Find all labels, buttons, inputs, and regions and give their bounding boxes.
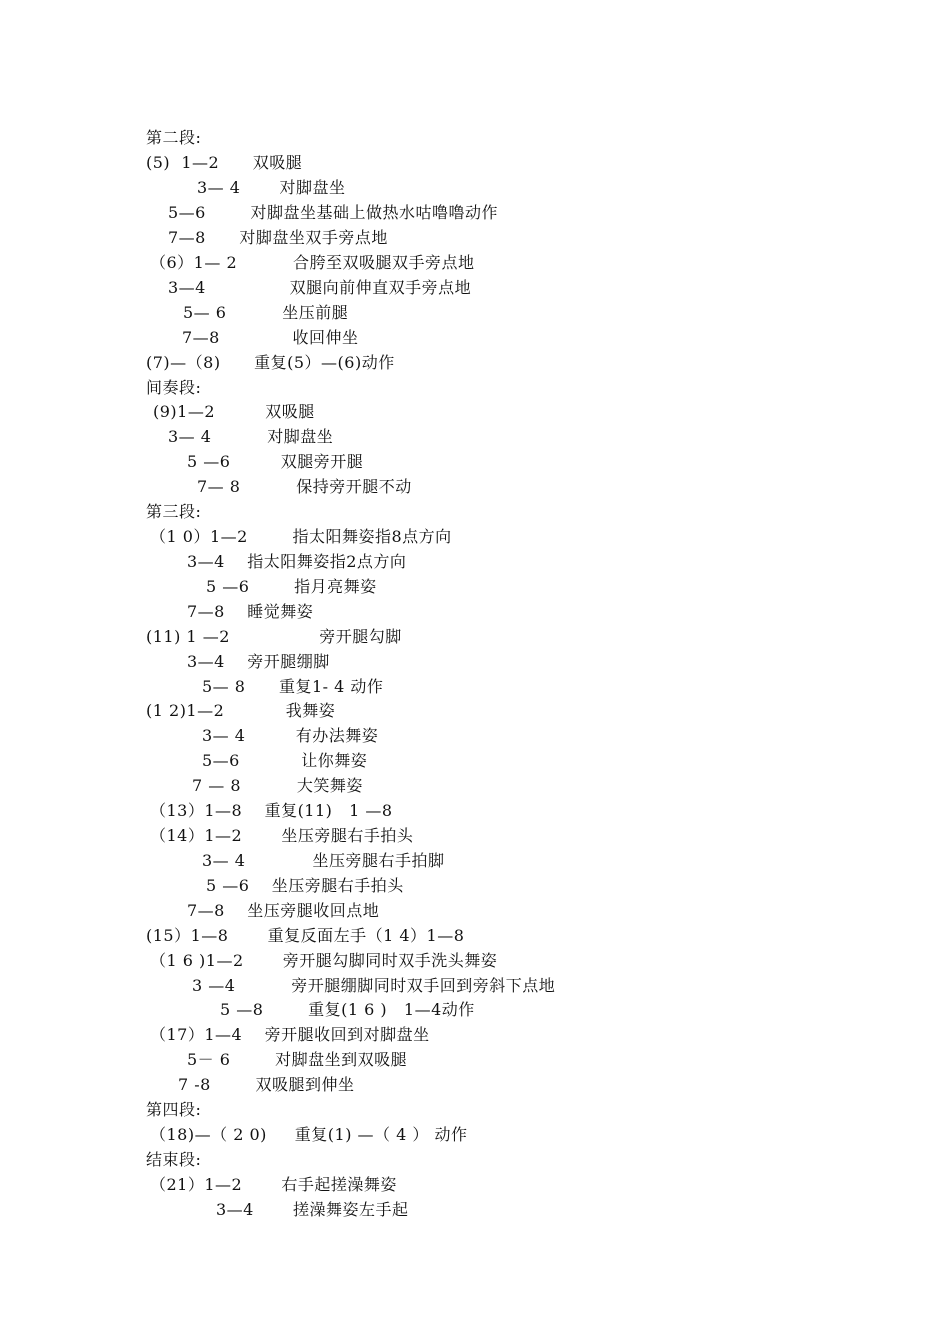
text-line: 3—4 双腿向前伸直双手旁点地 xyxy=(168,278,472,297)
section-heading-2: 第二段: xyxy=(146,128,202,147)
text-line: 5 —6 坐压旁腿右手拍头 xyxy=(206,876,404,895)
text-line: 3— 4 有办法舞姿 xyxy=(202,726,379,745)
text-line: 7—8 睡觉舞姿 xyxy=(187,602,314,621)
text-line: （1 0）1—2 指太阳舞姿指8点方向 xyxy=(150,527,452,546)
text-line: (9)1—2 双吸腿 xyxy=(153,402,315,421)
text-line: 3— 4 对脚盘坐 xyxy=(168,427,334,446)
text-line: （18)—（ 2 0) 重复(1) —（ 4 ） 动作 xyxy=(150,1125,468,1144)
text-line: 7—8 对脚盘坐双手旁点地 xyxy=(168,228,388,247)
text-line: （6）1— 2 合胯至双吸腿双手旁点地 xyxy=(150,253,475,272)
text-line: （1 6 )1—2 旁开腿勾脚同时双手洗头舞姿 xyxy=(150,951,498,970)
text-line: 7 — 8 大笑舞姿 xyxy=(192,776,363,795)
text-line: (5) 1—2 双吸腿 xyxy=(146,153,303,172)
text-line: 5—6 让你舞姿 xyxy=(202,751,368,770)
text-line: 3—4 指太阳舞姿指2点方向 xyxy=(187,552,407,571)
text-line: (15）1—8 重复反面左手（1 4）1—8 xyxy=(146,926,465,945)
text-line: 5 —6 双腿旁开腿 xyxy=(187,452,364,471)
text-line: （21）1—2 右手起搓澡舞姿 xyxy=(150,1175,397,1194)
text-line: 5－ 6 对脚盘坐到双吸腿 xyxy=(187,1050,408,1069)
text-line: （14）1—2 坐压旁腿右手拍头 xyxy=(150,826,414,845)
text-line: 3— 4 坐压旁腿右手拍脚 xyxy=(202,851,445,870)
text-line: (1 2)1—2 我舞姿 xyxy=(146,701,336,720)
text-line: 3—4 搓澡舞姿左手起 xyxy=(216,1200,409,1219)
text-line: 5 —6 指月亮舞姿 xyxy=(206,577,377,596)
text-line: (7)—（8) 重复(5）—(6)动作 xyxy=(146,353,395,372)
text-line: 7—8 坐压旁腿收回点地 xyxy=(187,901,380,920)
text-line: 3—4 旁开腿绷脚 xyxy=(187,652,330,671)
text-line: 5—6 对脚盘坐基础上做热水咕噜噜动作 xyxy=(168,203,499,222)
text-line: 3— 4 对脚盘坐 xyxy=(197,178,346,197)
section-heading-interlude: 间奏段: xyxy=(146,378,202,397)
text-line: (11) 1 —2 旁开腿勾脚 xyxy=(146,627,402,646)
text-line: 7—8 收回伸坐 xyxy=(182,328,359,347)
section-heading-3: 第三段: xyxy=(146,502,202,521)
text-line: （17）1—4 旁开腿收回到对脚盘坐 xyxy=(150,1025,430,1044)
text-line: 7 -8 双吸腿到伸坐 xyxy=(178,1075,355,1094)
text-line: 5— 8 重复1- 4 动作 xyxy=(202,677,384,696)
text-line: 7— 8 保持旁开腿不动 xyxy=(197,477,412,496)
section-heading-4: 第四段: xyxy=(146,1100,202,1119)
text-line: 5 —8 重复(1 6 ) 1—4动作 xyxy=(220,1000,475,1019)
text-line: 3 —4 旁开腿绷脚同时双手回到旁斜下点地 xyxy=(192,976,556,995)
text-line: （13）1—8 重复(11) 1 —8 xyxy=(150,801,393,820)
text-line: 5— 6 坐压前腿 xyxy=(183,303,349,322)
section-heading-ending: 结束段: xyxy=(146,1150,202,1169)
